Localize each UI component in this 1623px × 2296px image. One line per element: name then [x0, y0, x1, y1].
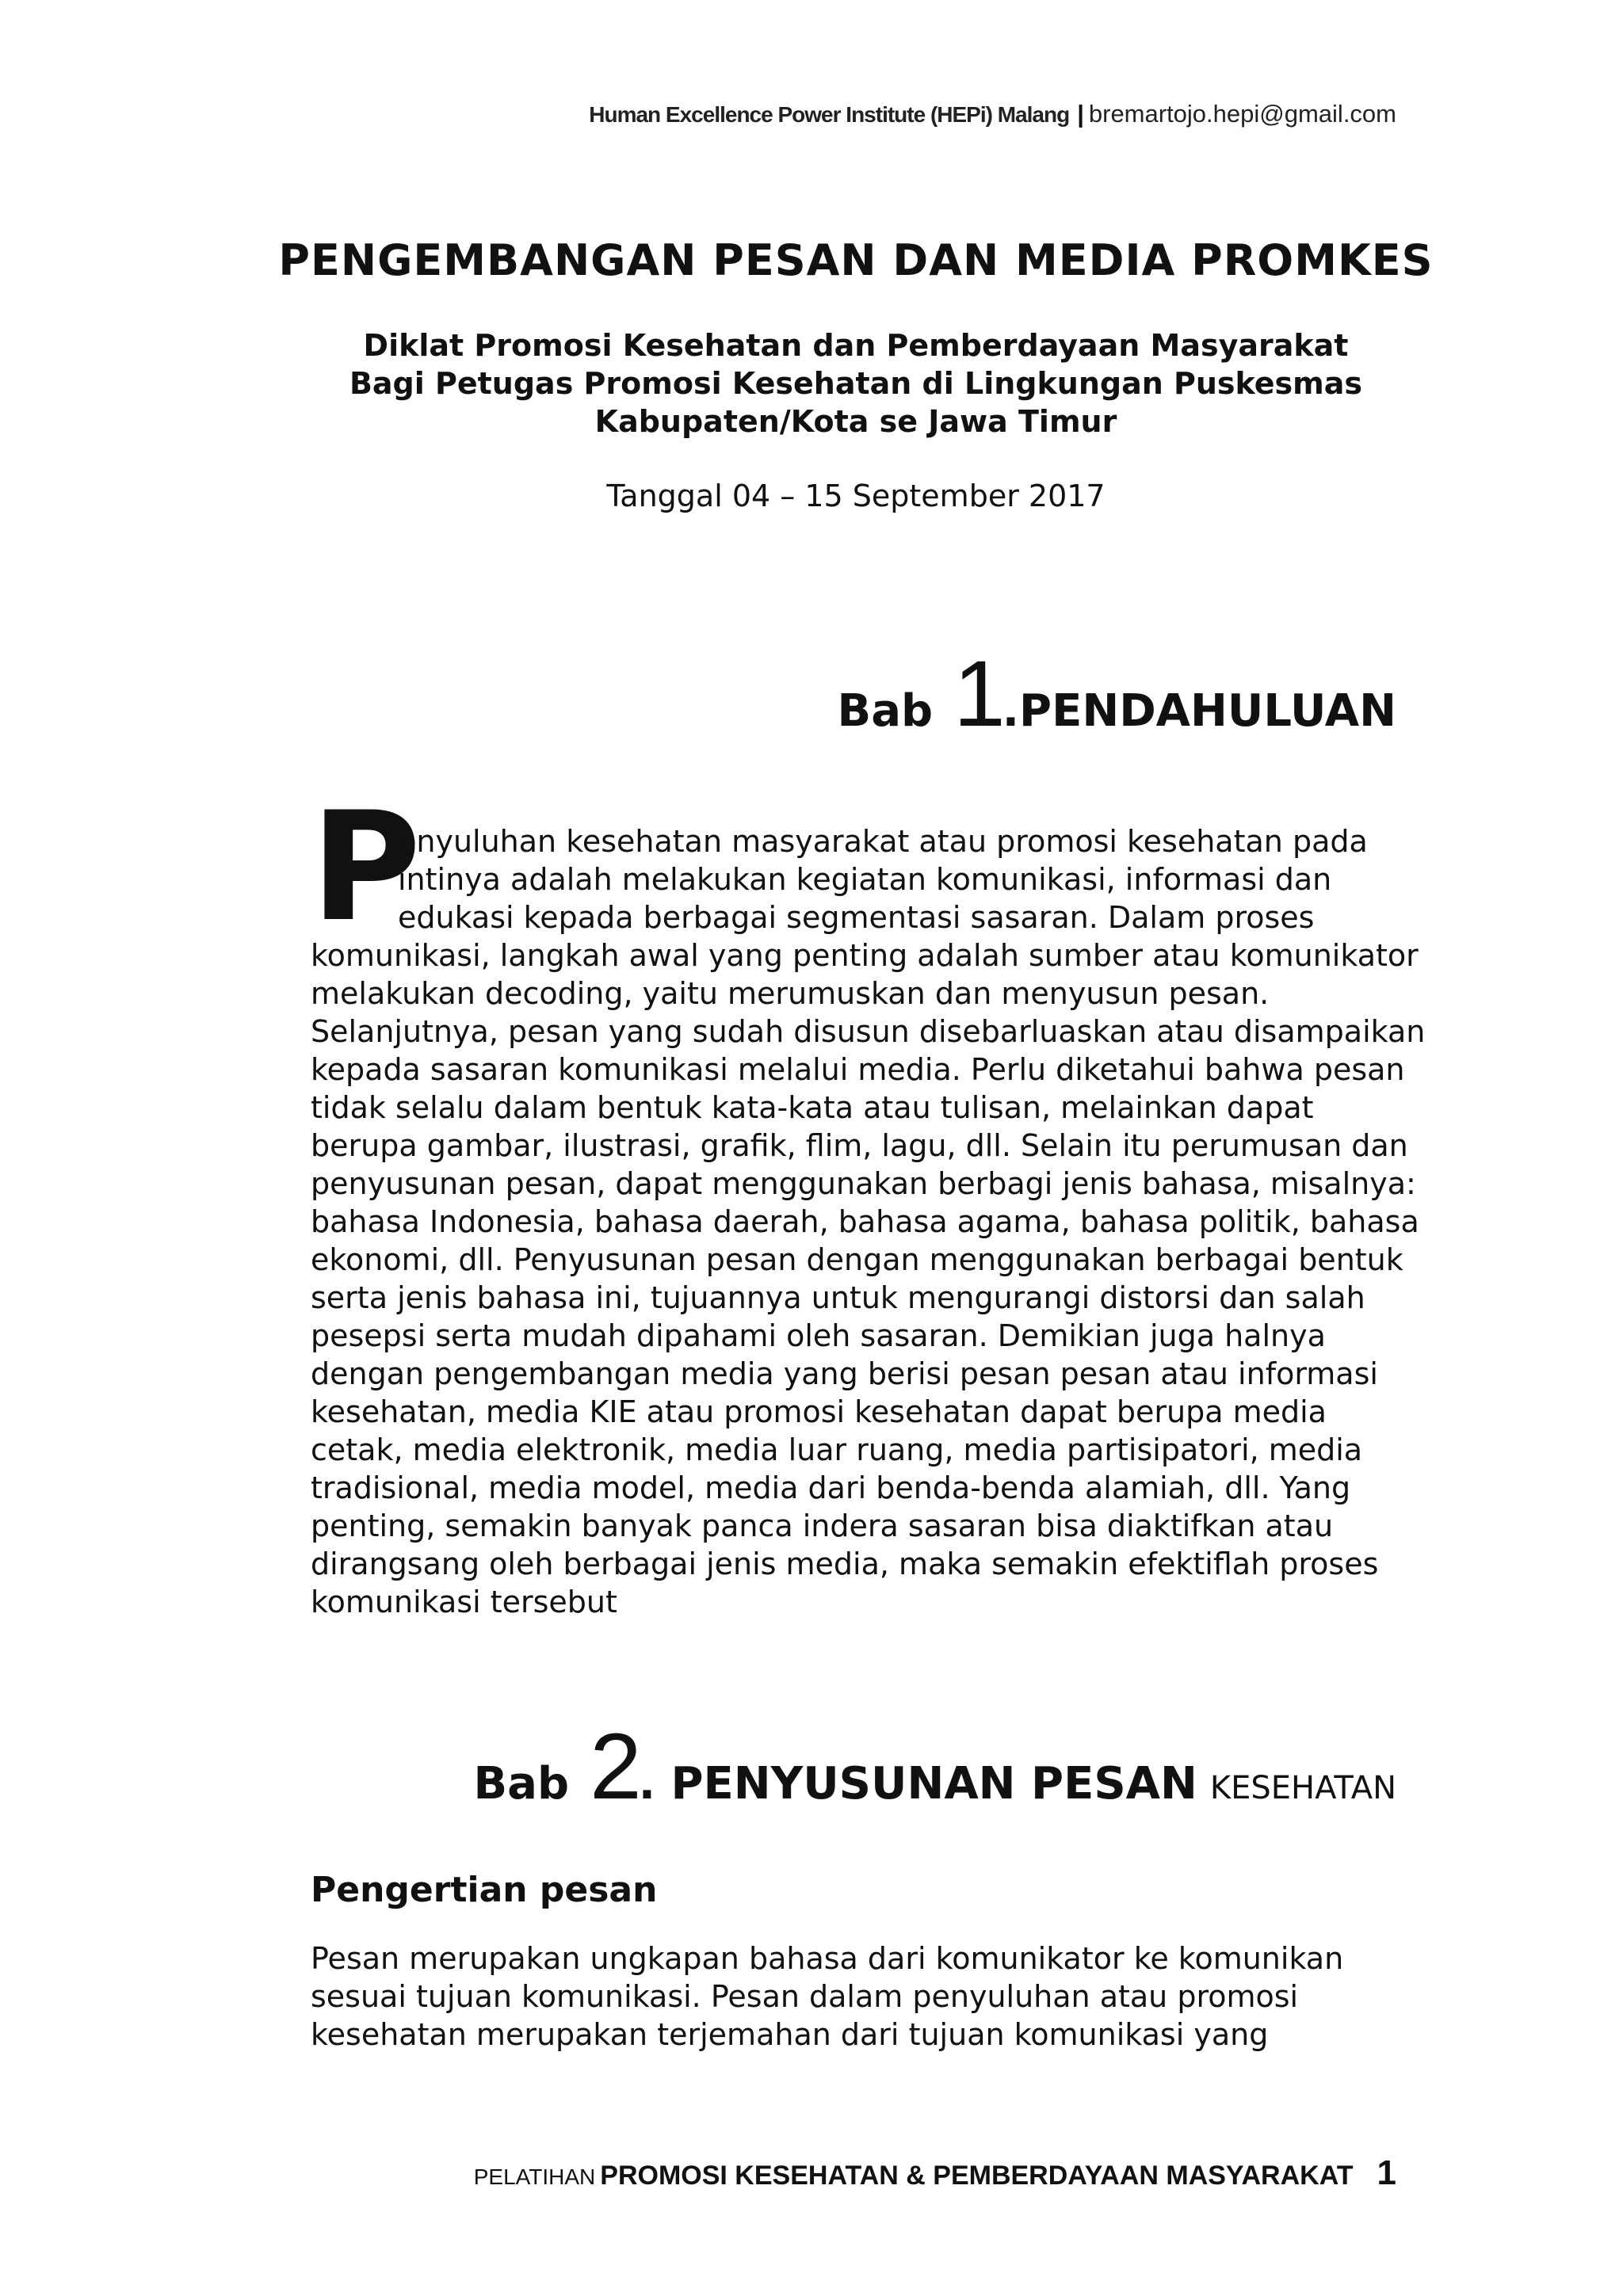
- paragraph-line: kesehatan merupakan terjemahan dari tujuan komunikasi yang: [311, 2017, 1269, 2052]
- chapter-1-heading: [0, 640, 1396, 748]
- paragraph-line: cetak, media elektronik, media luar ruang, media partisipatori, media: [311, 1432, 1363, 1467]
- paragraph-line: serta jenis bahasa ini, tujuannya untuk mengurangi distorsi dan salah: [311, 1280, 1365, 1315]
- paragraph-line: kepada sasaran komunikasi melalui media. Perlu diketahui bahwa pesan: [311, 1052, 1405, 1087]
- subtitle-line: Kabupaten/Kota se Jawa Timur: [594, 404, 1117, 439]
- subtitle-line: Diklat Promosi Kesehatan dan Pemberdayaan Masyarakat: [363, 328, 1349, 363]
- page-header: [0, 98, 1396, 131]
- chapter-2-bab: Bab: [473, 1758, 570, 1810]
- page-number: 1: [1377, 2153, 1396, 2192]
- paragraph-pengertian-pesan: [311, 1939, 1404, 2054]
- paragraph-line: dengan pengembangan media yang berisi pesan pesan atau informasi: [311, 1356, 1378, 1391]
- paragraph-line: ekonomi, dll. Penyusunan pesan dengan menggunakan berbagai bentuk: [311, 1242, 1403, 1277]
- document-date: Tanggal 04 – 15 September 2017: [606, 479, 1106, 513]
- paragraph-line: dirangsang oleh berbagai jenis media, maka semakin efektiflah proses: [311, 1547, 1379, 1581]
- footer-title: PROMOSI KESEHATAN & PEMBERDAYAAN MASYARAKAT: [600, 2161, 1354, 2191]
- chapter-2-suffix: KESEHATAN: [1209, 1770, 1396, 1806]
- document-subtitle: [0, 326, 1623, 441]
- header-email: bremartojo.hepi@gmail.com: [1088, 100, 1396, 128]
- paragraph-line: bahasa Indonesia, bahasa daerah, bahasa agama, bahasa politik, bahasa: [311, 1204, 1419, 1239]
- section-heading-pengertian-pesan: Pengertian pesan: [311, 1870, 658, 1910]
- chapter-2-number: 2: [590, 1714, 639, 1819]
- subtitle-line: Bagi Petugas Promosi Kesehatan di Lingkungan Puskesmas: [349, 366, 1363, 401]
- paragraph-line: berupa gambar, ilustrasi, grafik, flim, lagu, dll. Selain itu perumusan dan: [311, 1128, 1408, 1163]
- paragraph-line: tidak selalu dalam bentuk kata-kata atau tulisan, melainkan dapat: [311, 1090, 1314, 1125]
- paragraph-line: Pesan merupakan ungkapan bahasa dari komunikator ke komunikan: [311, 1941, 1344, 1976]
- chapter-1-number: 1: [953, 642, 1002, 746]
- paragraph-line: kesehatan, media KIE atau promosi kesehatan dapat berupa media: [311, 1394, 1327, 1429]
- paragraph-line: sesuai tujuan komunikasi. Pesan dalam penyuluhan atau promosi: [311, 1979, 1299, 2014]
- paragraph-line: Selanjutnya, pesan yang sudah disusun disebarluaskan atau disampaikan: [311, 1014, 1426, 1049]
- paragraph-line: komunikasi, langkah awal yang penting adalah sumber atau komunikator: [311, 938, 1419, 973]
- chapter-1-bab: Bab: [837, 685, 934, 737]
- paragraph-line: enyuluhan kesehatan masyarakat atau promosi kesehatan pada: [398, 824, 1368, 859]
- document-title: PENGEMBANGAN PESAN DAN MEDIA PROMKES: [278, 235, 1434, 285]
- chapter-1-name: .PENDAHULUAN: [1002, 685, 1396, 737]
- chapter-2-heading: [0, 1713, 1396, 1821]
- header-separator: |: [1077, 100, 1084, 128]
- paragraph-line: intinya adalah melakukan kegiatan komunikasi, informasi dan: [398, 862, 1332, 897]
- page-footer: [0, 2153, 1396, 2193]
- paragraph-line: pesepsi serta mudah dipahami oleh sasaran. Demikian juga halnya: [311, 1318, 1326, 1353]
- chapter-2-name: . PENYUSUNAN PESAN: [638, 1758, 1197, 1810]
- footer-prefix: PELATIHAN: [473, 2164, 596, 2189]
- paragraph-line: edukasi kepada berbagai segmentasi sasaran. Dalam proses: [398, 900, 1315, 935]
- paragraph-line: penyusunan pesan, dapat menggunakan berbagi jenis bahasa, misalnya:: [311, 1166, 1416, 1201]
- paragraph-line: penting, semakin banyak panca indera sasaran bisa diaktifkan atau: [311, 1508, 1334, 1543]
- paragraph-line: melakukan decoding, yaitu merumuskan dan menyusun pesan.: [311, 976, 1270, 1011]
- header-organization: Human Excellence Power Institute (HEPi) Malang: [589, 102, 1070, 127]
- paragraph-line: tradisional, media model, media dari benda-benda alamiah, dll. Yang: [311, 1470, 1351, 1505]
- paragraph-line: komunikasi tersebut: [311, 1585, 617, 1619]
- paragraph-pendahuluan: [311, 822, 1426, 1621]
- drop-cap: P: [311, 780, 422, 955]
